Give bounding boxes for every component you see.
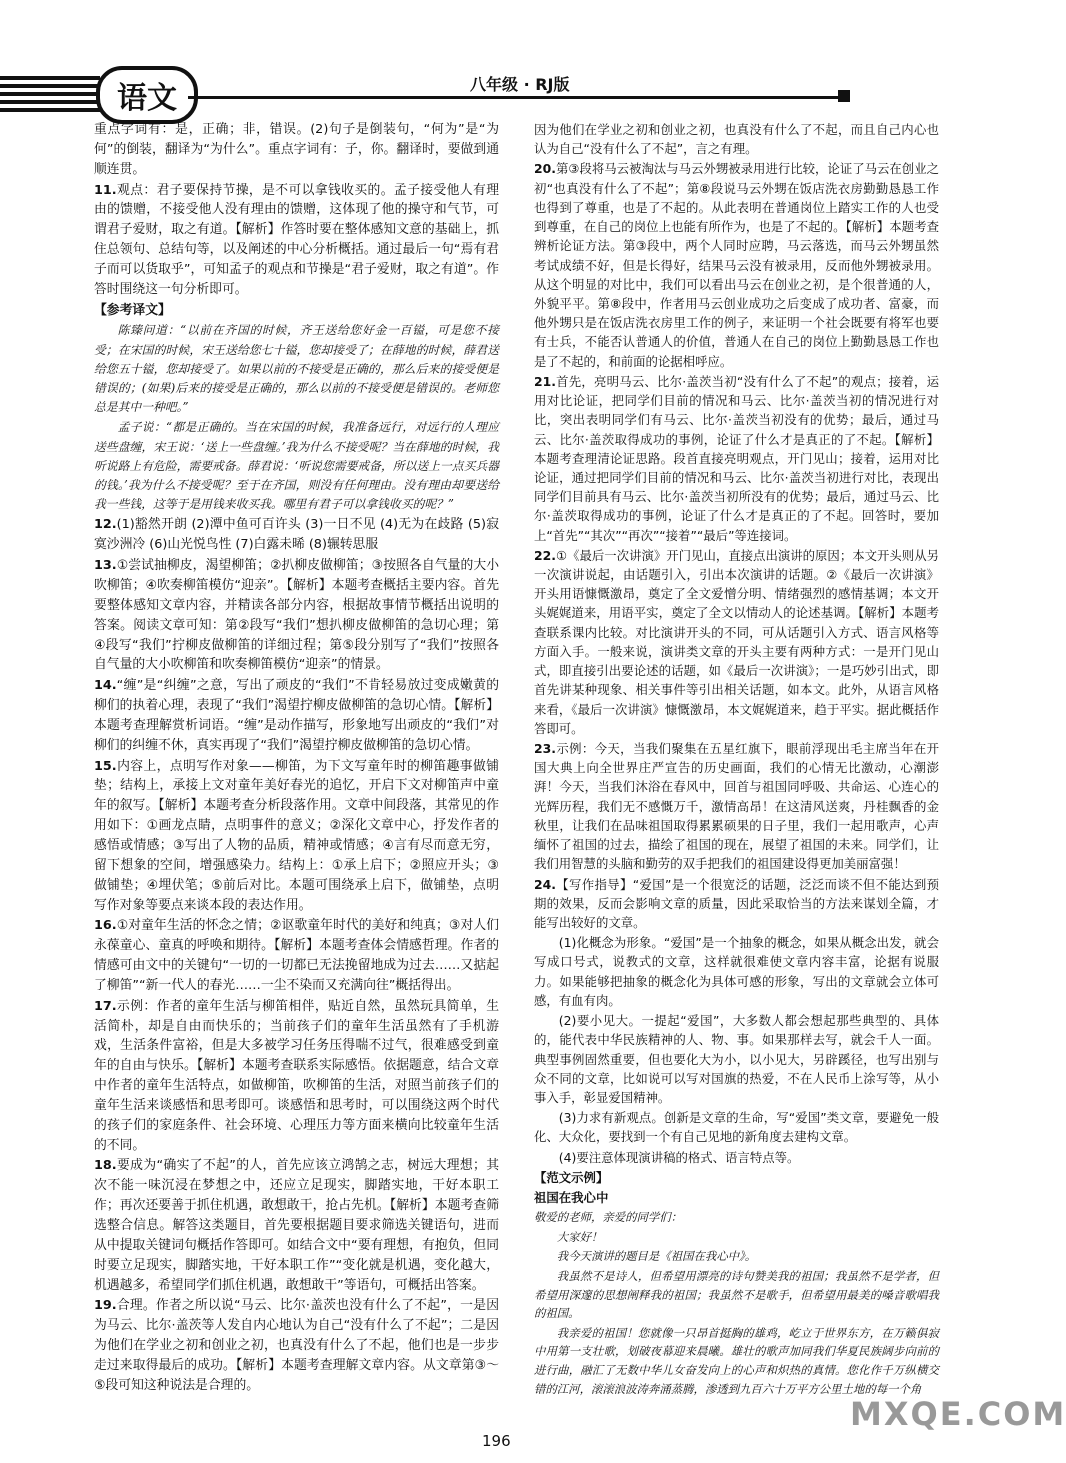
- grade-label: 八年级 · RJ版: [470, 75, 570, 94]
- essay-para-3: 我亲爱的祖国！您就像一只昂首挺胸的雄鸡，屹立于世界东方，在万籁俱寂中用第一支壮歌，划破夜幕迎来晨曦。雄壮的歌声加同我们华夏民族阔步向前的进行曲，融汇了无数中华儿女奋发向上的心声和炽热的真情。您化作千万纵横交错的江河，滚滚浪波涛奔涌蒸腾，渗透到九百六十万平方公里土地的每一个角: [534, 1325, 939, 1396]
- answer-10-continued: 重点字词有：是，正确；非，错误。(2)句子是倒装句，“何为”是“为何”的倒装，翻译为“为什么”。重点字词有：子，你。翻译时，要做到通顺连贯。: [94, 122, 499, 177]
- answer-22: 22.①《最后一次讲演》开门见山，直接点出演讲的原因；本文开头则从另一次演讲说起，由话题引入，引出本次演讲的话题。②《最后一次讲演》开头用语慷慨激昂，奠定了全文爱憎分明、情绪强烈的感情基调；本文开头娓娓道来，用语平实，奠定了全文以情动人的论述基调。【解析】本题考查联系课内比较。对比演讲开头的不同，可从话题引入方式、语言风格等方面入手。一般来说，演讲类文章的开头主要有两种方式：一是开门见山式，即直接引出要论述的话题，如《最后一次讲演》；一是巧妙引出式，即首先讲某种现象、相关事件等引出相关话题，如本文。此外，从语言风格来看，《最后一次讲演》慷慨激昂，本文娓娓道来，趋于平实。据此概括作答即可。: [534, 547, 939, 736]
- answer-21: 21.首先，亮明马云、比尔·盖茨当初“没有什么了不起”的观点；接着，运用对比论证，把同学们目前的情况和马云、比尔·盖茨当初的情况进行对比，突出表明同学们有马云、比尔·盖茨当初没有的优势；最后，通过马云、比尔·盖茨取得成功的事例，论证了什么才是真正的了不起。【解析】本题考查理清论证思路。段首直接亮明观点，开门见山；接着，运用对比论证，通过把同学们目前的情况和马云、比尔·盖茨当初进行对比，表现出同学们目前具有马云、比尔·盖茨当初所没有的优势；最后，通过马云、比尔·盖茨取得成功的事例，论证了什么才是真正的了不起。回答时，要加上“首先”“其次”“再次”“接着”“最后”等连接词。: [534, 373, 939, 543]
- answer-12: 12.(1)豁然开朗 (2)潭中鱼可百许头 (3)一日不见 (4)无为在歧路 (5)寂寞沙洲冷 (6)山光悦鸟性 (7)白露未晞 (8)辗转思服: [94, 517, 499, 553]
- answer-17: 17.示例：作者的童年生活与柳笛相伴，贴近自然，虽然玩具简单，生活简朴，却是自由而快乐的；当前孩子们的童年生活虽然有了手机游戏，生活条件富裕，但是大多被学习任务压得喘不过气，很难感受到童年的自由与快乐。【解析】本题考查联系实际感悟。依据题意，结合文章中作者的童年生活特点，如做柳笛，吹柳笛的生活，对照当前孩子们的童年生活来谈感悟和思考即可。谈感悟和思考时，可以围绕这两个时代的孩子们的家庭条件、社会环境、心理压力等方面来横向比较童年生活的不同。: [94, 998, 499, 1153]
- answer-14: 14.“缠”是“纠缠”之意，写出了顽皮的“我们”不肯轻易放过变成嫩黄的柳们的执着心理，表现了“我们”渴望拧柳皮做柳笛的急切心情。【解析】本题考查理解赏析词语。“缠”是动作描写，形象地写出顽皮的“我们”对柳们的纠缠不休，真实再现了“我们”渴望拧柳皮做柳笛的急切心情。: [94, 678, 499, 753]
- answer-11: 11.观点：君子要保持节操，是不可以拿钱收买的。孟子接受他人有理由的馈赠，不接受他人没有理由的馈赠，这体现了他的操守和气节，可谓君子爱财，取之有道。【解析】作答时要在整体感知文意的基础上，抓住总领句、总结句等，以及阐述的中心分析概括。通过最后一句“焉有君子而可以货取乎”，可知孟子的观点和节操是“君子爱财，取之有道”。作答时围绕这一句分析即可。: [94, 182, 499, 297]
- writing-tip-3: (3)力求有新观点。创新是文章的生命，写“爱国”类文章，要避免一般化、大众化，要找到一个有自己见地的新角度去建构文章。: [534, 1110, 939, 1145]
- reference-translation-para-2: 孟子说：“都是正确的。当在宋国的时候，我准备远行，对远行的人理应送些盘缠，宋王说：‘送上一些盘缠。’我为什么不接受呢？当在薛地的时候，我听说路上有危险，需要戒备。薛君说：‘听说您需要戒备，所以送上一点买兵器的钱。’我为什么不接受呢？至于在齐国，则没有任何理由。没有理由却要送给我一些钱，这等于是用钱来收买我。哪里有君子可以拿钱收买的呢？”: [94, 420, 499, 512]
- answer-15: 15.内容上，点明写作对象——柳笛，为下文写童年时的柳笛趣事做铺垫；结构上，承接上文对童年美好春光的追忆，开启下文对柳笛声中童年的叙写。【解析】本题考查分析段落作用。文章中间段落，其常见的作用如下：①画龙点睛，点明事件的意义；②深化文章中心，抒发作者的感悟或情感；③写出了人物的品质，精神或情感；④言有尽而意无穷，留下想象的空间，增强感染力。结构上：①承上启下；②照应开头；③做铺垫；④埋伏笔；⑤前后对比。本题可围绕承上启下，做铺垫，点明写作对象等要点来谈本段的表达作用。: [94, 758, 499, 913]
- writing-tip-2: (2)要小见大。一提起“爱国”，大多数人都会想起那些典型的、具体的，能代表中华民族精神的人、物、事。如果那样去写，就会千人一面。典型事例固然重要，但也要化大为小，以小见大，另辟蹊径，也写出别与众不同的文章，比如说可以写对国旗的热爱，不在人民币上涂写等，从小事入手，彰显爱国精神。: [534, 1013, 939, 1105]
- answer-19-continued: 因为他们在学业之初和创业之初，也真没有什么了不起，而且自己内心也认为自己“没有什么了不起”，言之有理。: [534, 122, 939, 157]
- answer-16: 16.①对童年生活的怀念之情；②讴歌童年时代的美好和纯真；③对人们永葆童心、童真的呼唤和期待。【解析】本题考查体会情感哲理。作者的情感可由文中的关键句“一切的一切都已无法挽留地成为过去……又掂起了柳笛”“新一代人的春光……一尘不染而又充满向往”概括得出。: [94, 918, 499, 993]
- answer-19: 19.合理。作者之所以说“马云、比尔·盖茨也没有什么了不起”，一是因为马云、比尔·盖茨等人发自内心地认为自己“没有什么了不起”；二是因为他们在学业之初和创业之初，也真没有什么了不起，他们也是一步步走过来取得最后的成功。【解析】本题考查理解文章内容。从文章第③～⑤段可知这种说法是合理的。: [94, 1298, 499, 1393]
- answer-20: 20.第③段将马云被淘汰与马云外甥被录用进行比较，论证了马云在创业之初“也真没有什么了不起”；第⑧段说马云外甥在饭店洗衣房勤勤恳恳工作也得到了尊重，也是了不起的。从此表明在普通岗位上踏实工作的人也受到尊重，在自己的岗位上也能有所作为，也是了不起的。【解析】本题考查辨析论证方法。第③段中，两个人同时应聘，马云落选，而马云外甥虽然考试成绩不好，但是长得好，结果马云没有被录用，反而他外甥被录用。从这个明显的对比中，我们可以看出马云在创业之初，是个很普通的人，外貌平平。第⑧段中，作者用马云创业成功之后变成了成功者、富豪，而他外甥只是在饭店洗衣房里工作的例子，来证明一个社会既要有将军也要有士兵，不能否认普通人的价值，普通人在自己的岗位上勤勤恳恳工作也是了不起的，和前面的论据相呼应。: [534, 161, 939, 369]
- header-stripes: [0, 76, 100, 116]
- answer-23: 23.示例：今天，当我们聚集在五星红旗下，眼前浮现出毛主席当年在开国大典上向全世界庄严宣告的历史画面，我们的心情无比激动，心潮澎湃！今天，当我们沐浴在春风中，回首与祖国同呼吸、共命运、心连心的光辉历程，我们无不感慨万千，激情高昂！在这清风送爽，丹桂飘香的金秋里，让我们在品味祖国取得累累硕果的日子里，我们一起用歌声，心声缅怀了祖国的过去，描绘了祖国的现在，展望了祖国的未来。同学们，让我们用智慧的头脑和勤劳的双手把我们的祖国建设得更加美丽富强！: [534, 741, 939, 872]
- model-essay-title: 祖国在我心中: [534, 1190, 609, 1206]
- header-square-mark: [838, 90, 850, 102]
- answer-13: 13.①尝试抽柳皮，渴望柳笛；②扒柳皮做柳笛；③按照各自气量的大小吹柳笛；④吹奏柳笛模仿“迎亲”。【解析】本题考查概括主要内容。首先要整体感知文章内容，并精读各部分内容，根据故事情节概括出说明的答案。阅读文章可知：第②段写“我们”想扒柳皮做柳笛的急切心理；第④段写“我们”拧柳皮做柳笛的详细过程；第⑤段分别写了“我们”按照各自气量的大小吹柳笛和吹奏柳笛模仿“迎亲”的情景。: [94, 558, 499, 673]
- reference-translation-title: 【参考译文】: [94, 302, 171, 318]
- writing-tip-1: (1)化概念为形象。“爱国”是一个抽象的概念，如果从概念出发，就会写成口号式，说教式的文章，这样就很难使文章内容丰富，论据有说服力。如果能够把抽象的概念化为具体可感的形象，写出的文章就会立体可感，有血有肉。: [534, 935, 939, 1008]
- reference-translation-para-1: 陈臻问道：“以前在齐国的时候，齐王送给您好金一百镒，可是您不接受；在宋国的时候，宋王送给您七十镒，您却接受了；在薛地的时候，薛君送给您五十镒，您却接受了。如果以前的不接受是正确的，那么后来的接受便是错误的；(如果)后来的接受是正确的，那么以前的不接受便是错误的。老师您总是其中一种吧。”: [94, 323, 499, 415]
- page-number: 196: [482, 1432, 511, 1450]
- page-header: [0, 0, 1000, 118]
- answer-18: 18.要成为“确实了不起”的人，首先应该立鸿鹄之志，树远大理想；其次不能一味沉浸在梦想之中，还应立足现实，脚踏实地，干好本职工作；再次还要善于抓住机遇，敢想敢干，抢占先机。【解析】本题考查筛选整合信息。解答这类题目，首先要根据题目要求筛选关键语句，进而从中提取关键词句概括作答即可。如结合文中“要有理想，有抱负，但同时要立足现实，脚踏实地，干好本职工作”“变化就是机遇，变化越大，机遇越多，希望同学们抓住机遇，敢想敢干”等语句，可概括出答案。: [94, 1158, 499, 1293]
- essay-greeting: 大家好！: [556, 1229, 603, 1244]
- essay-para-2: 我虽然不是诗人，但希望用漂亮的诗句赞美我的祖国；我虽然不是学者，但希望用深邃的思想阐释我的祖国；我虽然不是歌手，但希望用最美的嗓音歌唱我的祖国。: [534, 1269, 939, 1321]
- left-column: [94, 120, 499, 1397]
- answer-24: 24.【写作指导】“爱国”是一个很宽泛的话题，泛泛而谈不但不能达到预期的效果，反而会影响文章的质量，因此采取恰当的方法来谋划全篇，才能写出较好的文章。: [534, 876, 939, 930]
- subject-logo: 语文: [96, 66, 198, 124]
- model-essay-tag: 【范文示例】: [534, 1169, 609, 1185]
- essay-para-1: 我今天演讲的题目是《祖国在我心中》。: [556, 1249, 757, 1264]
- essay-salutation: 敬爱的老师，亲爱的同学们：: [534, 1210, 683, 1225]
- writing-tip-4: (4)要注意体现演讲稿的格式、语言特点等。: [558, 1149, 800, 1165]
- site-watermark: MXQE.COM: [850, 1395, 1066, 1433]
- header-rule: [188, 96, 848, 99]
- right-column: [534, 120, 939, 1399]
